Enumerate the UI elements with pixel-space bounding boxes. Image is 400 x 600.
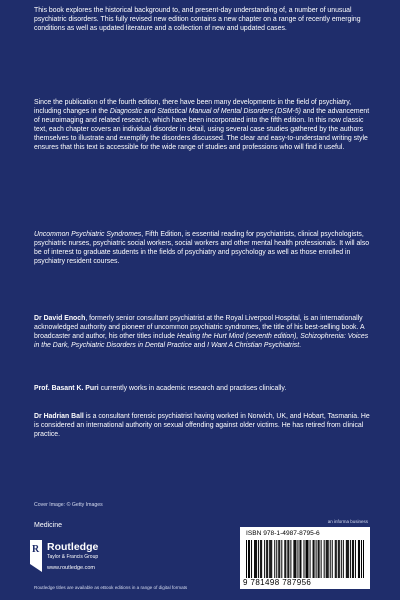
routledge-mark-letter: R — [32, 544, 40, 555]
author-name-puri: Prof. Basant K. Puri — [34, 385, 99, 392]
isbn-label: ISBN 978-1-4987-8795-6 — [246, 530, 320, 537]
informa-business-tag: an informa business — [327, 519, 368, 524]
author-bio-puri — [34, 384, 370, 393]
routledge-mark-icon — [30, 540, 42, 572]
subject-category: Medicine — [34, 522, 63, 529]
author-bio-enoch — [34, 314, 370, 350]
publisher-group: Taylor & Francis Group — [47, 554, 99, 560]
description-paragraph-2 — [34, 98, 370, 153]
enoch-title-2: I Want A Christian Psychiatrist — [207, 342, 300, 350]
isbn-barcode — [240, 527, 370, 589]
puri-text: currently works in academic research and practises clinically. — [98, 385, 287, 392]
ball-text: is a consultant forensic psychiatrist having worked in Norwich, UK, and Hobart, Tasmania. He is considered an international authority on sexual offending against older victims. He has retired from clinical practice. — [34, 413, 370, 439]
author-name-ball: Dr Hadrian Ball — [34, 413, 84, 420]
author-bio-ball — [34, 412, 370, 439]
p2-italic-title: Diagnostic and Statistical Manual of Mental Disorders (DSM-5) — [109, 108, 301, 116]
author-name-enoch: Dr David Enoch — [34, 315, 86, 322]
p2-text-a: Since the publication of the fourth edition, there have been many developments in the field of psychiatry, including changes in the — [34, 99, 352, 116]
enoch-end: . — [299, 342, 302, 350]
publisher-name: Routledge — [47, 541, 99, 553]
enoch-text-a: , formerly senior consultant psychiatrist at the Royal Liverpool Hospital, is an internationally acknowledged authority and pioneer of uncommon psychiatric syndromes, the title of his best-selling book. A broadcaster and author, his other titles include — [34, 315, 365, 341]
p3-italic-title: Uncommon Psychiatric Syndromes — [34, 231, 142, 238]
publisher-url: www.routledge.com — [47, 565, 95, 571]
p2-text-b: and the advancement of neuroimaging and related research, which have been incorporated into the fifth edition. In this now classic text, each chapter covers an individual disorder in detail, using several case studies gathered by the authors themselves to illustrate and exemplify the disorders discussed. The clear and easy-to-understand writing style ensures that this text is accessible for the wide range of studies and professions who will find it useful. — [34, 108, 370, 152]
p3-text: , Fifth Edition, is essential reading for psychiatrists, clinical psychologists, psychiatric nurses, psychiatric social workers, social workers and other mental health professionals. It will also be of interest to graduate students in the fields of psychiatry and psychology as well as those enrolled in psychiatry resident courses. — [34, 231, 370, 266]
barcode-digits: 9 781498 787956 — [243, 578, 312, 587]
enoch-and: and — [191, 342, 208, 350]
description-paragraph-1: This book explores the historical background to, and present-day understanding of, a number of unusual psychiatric disorders. This fully revised new edition contains a new chapter on a range of recently emerging conditions as well as updated literature and a collection of new and updated cases. — [34, 7, 361, 33]
barcode-bars-icon — [246, 540, 364, 578]
description-paragraph-3 — [34, 230, 370, 266]
routledge-logo — [30, 540, 180, 576]
ebook-availability-note: Routledge titles are available as eBook editions in a range of digital formats — [34, 585, 188, 590]
enoch-titles: Healing the Hurt Mind (seventh edition), Schizophrenia: Voices in the Dark, Psychiatric Disorders in Dental Practice — [34, 333, 369, 350]
cover-image-credit: Cover Image: © Getty Images — [34, 502, 103, 508]
